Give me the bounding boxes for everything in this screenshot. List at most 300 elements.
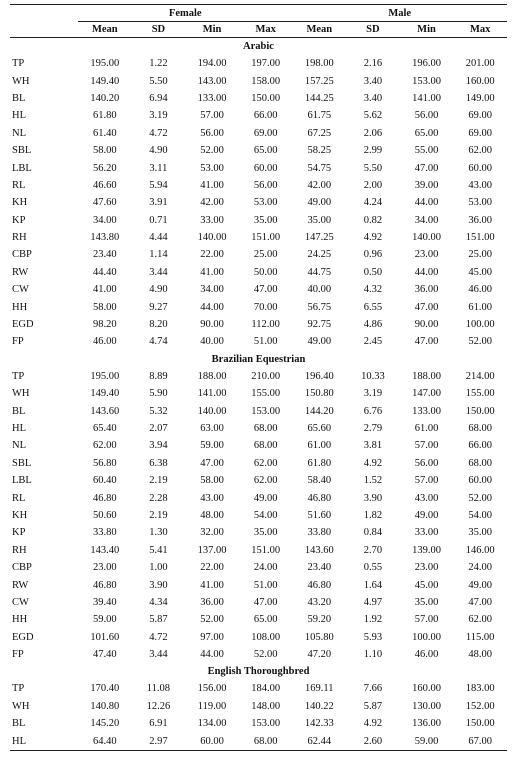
table-cell: 3.44 [149,266,168,278]
table-cell: 46.80 [93,579,117,591]
table-cell: 68.00 [253,440,278,452]
table-cell: 143.40 [90,544,120,556]
table-cell: 60.00 [468,162,492,174]
table-cell: 62.44 [307,735,332,747]
row-label: WH [12,388,30,400]
row-label: BL [12,92,26,104]
table-row [10,455,507,472]
table-row [10,298,507,315]
header-blank [10,5,78,22]
row-label: KP [12,214,26,226]
table-cell: 60.00 [468,475,492,487]
table-cell: 105.80 [304,631,334,643]
table-cell: 56.00 [200,127,224,139]
column-header-male-max: Max [469,24,491,35]
table-cell: 3.90 [363,492,383,504]
table-row [10,629,507,646]
table-cell: 59.20 [307,614,332,626]
table-cell: 67.00 [468,735,492,747]
table-cell: 101.60 [90,631,120,643]
table-cell: 52.00 [200,614,224,626]
table-cell: 33.00 [414,527,439,539]
table-cell: 108.00 [251,631,281,643]
table-cell: 43.00 [414,492,439,504]
table-cell: 55.00 [414,145,439,157]
table-cell: 150.00 [251,92,281,104]
table-row [10,142,507,159]
table-cell: 33.00 [200,214,224,226]
table-cell: 1.82 [363,509,383,521]
table-cell: 5.50 [363,162,383,174]
table-cell: 2.60 [363,735,383,747]
table-cell: 65.60 [307,423,332,434]
table-row [10,316,507,333]
table-cell: 59.00 [200,440,224,452]
table-cell: 50.60 [93,509,117,521]
table-cell: 3.11 [149,162,168,174]
table-cell: 42.00 [200,197,224,209]
table-cell: 153.00 [412,75,441,87]
row-label: NL [12,127,26,139]
table-cell: 160.00 [412,683,441,695]
table-cell: 196.40 [304,370,334,382]
section-title: Arabic [243,41,274,52]
table-cell: 57.00 [414,440,439,452]
table-cell: 0.82 [363,214,383,226]
table-cell: 54.75 [307,162,332,174]
row-label: KP [12,527,26,539]
table-cell: 53.00 [253,197,278,209]
table-cell: 4.97 [363,596,383,608]
table-cell: 0.50 [363,266,383,278]
table-cell: 6.76 [363,405,383,417]
row-label: CW [12,596,29,608]
table-cell: 1.22 [149,58,168,70]
table-body [10,38,507,751]
table-cell: 4.44 [149,232,168,244]
row-label: FP [12,649,24,661]
row-label: HL [12,735,26,747]
table-cell: 41.00 [93,284,117,296]
table-cell: 8.20 [149,319,168,331]
table-cell: 44.40 [93,266,117,278]
table-cell: 5.32 [149,405,168,417]
table-cell: 43.20 [307,596,332,608]
table-cell: 54.00 [468,509,492,521]
table-cell: 24.00 [468,562,492,574]
table-cell: 2.79 [363,423,383,434]
table-cell: 51.00 [253,579,278,591]
table-cell: 5.41 [149,544,168,556]
table-cell: 47.00 [253,284,278,296]
table-cell: 23.40 [93,249,117,261]
table-cell: 66.00 [253,110,278,122]
row-label: EGD [12,319,34,331]
table-cell: 53.00 [200,162,224,174]
table-cell: 145.20 [90,718,120,730]
table-cell: 139.00 [412,544,441,556]
table-cell: 119.00 [197,700,227,712]
row-label: WH [12,700,30,712]
table-cell: 24.00 [253,562,278,574]
table-cell: 157.25 [304,75,334,87]
table-cell: 137.00 [197,544,227,556]
table-cell: 61.00 [414,423,439,434]
table-cell: 47.00 [468,596,492,608]
table-cell: 2.19 [149,475,168,487]
table-cell: 35.00 [253,214,278,226]
table-cell: 60.40 [93,475,117,487]
table-cell: 184.00 [251,683,281,695]
row-label: TP [12,58,25,70]
table-cell: 61.40 [93,127,117,139]
table-header [10,5,507,38]
table-cell: 4.32 [363,284,383,296]
table-cell: 195.00 [90,58,120,70]
table-cell: 23.00 [414,562,439,574]
table-row [10,264,507,281]
table-cell: 52.00 [468,336,492,348]
table-cell: 196.00 [412,58,441,70]
table-cell: 56.00 [253,179,278,191]
row-label: TP [12,683,25,695]
table-cell: 143.00 [197,75,227,87]
table-cell: 68.00 [468,423,492,434]
table-cell: 46.60 [93,179,117,191]
table-cell: 47.00 [414,301,439,313]
table-cell: 2.28 [149,492,168,504]
table-cell: 49.00 [253,492,278,504]
table-cell: 51.60 [307,509,332,521]
row-label: RL [12,179,26,191]
table-cell: 69.00 [468,110,492,122]
table-cell: 12.26 [146,700,171,712]
column-header-male-min: Min [417,24,436,35]
table-cell: 65.00 [253,145,278,157]
table-cell: 35.00 [253,527,278,539]
table-cell: 43.00 [200,492,224,504]
table-cell: 58.00 [93,301,117,313]
group-header-female: Female [78,5,292,22]
table-cell: 188.00 [412,370,441,382]
row-label: CBP [12,249,32,261]
table-cell: 25.00 [253,249,278,261]
row-label: BL [12,405,26,417]
table-cell: 59.00 [414,735,439,747]
table-row [10,524,507,541]
table-cell: 33.80 [307,527,332,539]
table-row [10,177,507,194]
table-cell: 51.00 [253,336,278,348]
row-label: CW [12,284,29,296]
table-cell: 188.00 [197,370,227,382]
table-row [10,90,507,107]
row-label: BL [12,718,26,730]
column-header-female-sd: SD [151,24,166,35]
row-label: KH [12,197,28,209]
table-cell: 97.00 [200,631,224,643]
table-cell: 63.00 [200,423,224,434]
row-label: RW [12,266,29,278]
table-cell: 68.00 [253,735,278,747]
table-cell: 23.40 [307,562,332,574]
table-cell: 52.00 [253,649,278,661]
row-label: NL [12,440,26,452]
table-cell: 1.64 [363,579,383,591]
table-row [10,576,507,593]
table-cell: 33.80 [93,527,117,539]
table-cell: 150.00 [465,718,495,730]
table-row [10,194,507,211]
table-cell: 6.38 [149,457,168,469]
table-cell: 151.00 [251,544,281,556]
table-cell: 1.00 [149,562,168,574]
table-cell: 54.00 [253,509,278,521]
table-row [10,368,507,385]
table-cell: 147.25 [304,232,334,244]
table-cell: 22.00 [200,562,224,574]
table-cell: 151.00 [465,232,495,244]
table-cell: 60.00 [200,735,224,747]
row-label: KH [12,509,28,521]
table-row [10,55,507,72]
table-row [10,72,507,89]
table-cell: 68.00 [468,457,492,469]
table-cell: 210.00 [251,370,281,382]
table-cell: 134.00 [197,718,227,730]
table-cell: 4.92 [363,718,383,730]
table-cell: 143.80 [90,232,120,244]
table-cell: 57.00 [414,614,439,626]
table-cell: 144.20 [304,405,334,417]
table-cell: 49.00 [307,336,332,348]
column-header-blank [10,22,78,38]
table-cell: 4.92 [363,232,383,244]
table-row [10,489,507,506]
table-row [10,680,507,697]
table-cell: 152.00 [465,700,495,712]
table-cell: 58.00 [200,475,224,487]
table-row [10,559,507,576]
table-row [10,698,507,715]
table-cell: 45.00 [468,266,492,278]
table-cell: 150.80 [304,388,334,400]
table-cell: 62.00 [468,145,492,157]
table-cell: 141.00 [197,388,227,400]
table-cell: 47.00 [414,162,439,174]
table-cell: 46.80 [93,492,117,504]
table-cell: 100.00 [465,319,495,331]
table-cell: 44.00 [200,301,224,313]
table-cell: 140.00 [412,232,441,244]
column-header-female-max: Max [255,24,276,35]
table-row [10,542,507,559]
row-label: SBL [12,145,32,157]
measurements-table-container [10,4,507,751]
column-header-male-sd: SD [366,24,380,35]
table-cell: 68.00 [253,423,278,434]
table-cell: 170.40 [90,683,120,695]
table-cell: 3.94 [149,440,168,452]
table-cell: 44.00 [414,266,439,278]
table-cell: 197.00 [251,58,281,70]
table-cell: 49.00 [468,579,492,591]
section-header-row [10,351,507,368]
table-cell: 148.00 [251,700,281,712]
row-label: TP [12,370,25,382]
table-cell: 155.00 [465,388,495,400]
table-cell: 112.00 [251,319,280,331]
table-cell: 195.00 [90,370,120,382]
table-cell: 143.60 [90,405,120,417]
table-cell: 44.75 [307,266,332,278]
table-cell: 5.90 [149,388,168,400]
table-cell: 46.00 [468,284,492,296]
table-row [10,125,507,142]
table-cell: 133.00 [412,405,441,417]
table-cell: 1.14 [149,249,168,261]
table-cell: 47.00 [253,596,278,608]
table-cell: 48.00 [468,649,492,661]
table-cell: 56.00 [414,457,439,469]
table-row [10,229,507,246]
table-cell: 155.00 [251,388,281,400]
table-cell: 46.80 [307,579,332,591]
table-cell: 66.00 [468,440,492,452]
table-cell: 58.00 [93,145,117,157]
table-row [10,715,507,732]
table-cell: 44.00 [200,649,224,661]
row-label: EGD [12,631,34,643]
row-label: HH [12,614,28,626]
table-row [10,646,507,663]
table-cell: 34.00 [200,284,224,296]
table-cell: 65.40 [93,423,117,434]
table-cell: 46.80 [307,492,332,504]
table-cell: 3.19 [149,110,168,122]
section-header-row [10,663,507,680]
table-cell: 61.80 [307,457,332,469]
table-cell: 151.00 [251,232,281,244]
table-cell: 61.00 [307,440,332,452]
table-cell: 47.40 [93,649,117,661]
table-cell: 1.30 [149,527,168,539]
table-cell: 0.96 [363,249,383,261]
table-row [10,212,507,229]
table-cell: 61.00 [468,301,492,313]
table-cell: 133.00 [197,92,227,104]
table-cell: 144.25 [304,92,334,104]
table-cell: 2.99 [363,145,383,157]
measurements-table [10,4,507,751]
table-cell: 70.00 [253,301,278,313]
table-cell: 24.25 [307,249,332,261]
table-cell: 156.00 [197,683,227,695]
table-cell: 140.00 [197,405,227,417]
table-cell: 8.89 [149,370,168,382]
table-cell: 58.25 [307,145,332,157]
table-cell: 4.86 [363,319,383,331]
table-row [10,159,507,176]
row-label: HH [12,301,28,313]
row-label: LBL [12,475,32,487]
table-cell: 194.00 [197,58,227,70]
table-cell: 2.45 [363,336,383,348]
table-cell: 183.00 [465,683,495,695]
table-cell: 57.00 [414,475,439,487]
table-cell: 62.00 [253,457,278,469]
table-cell: 3.40 [363,92,383,104]
row-label: CBP [12,562,32,574]
table-cell: 1.10 [363,649,383,661]
table-cell: 4.74 [149,336,168,348]
table-cell: 160.00 [465,75,495,87]
table-cell: 44.00 [414,197,439,209]
table-cell: 69.00 [468,127,492,139]
table-cell: 149.40 [90,75,120,87]
table-cell: 36.00 [468,214,492,226]
table-cell: 59.00 [93,614,117,626]
table-cell: 39.40 [93,596,117,608]
table-cell: 92.75 [307,319,332,331]
table-row [10,385,507,402]
row-label: RL [12,492,26,504]
table-cell: 52.00 [200,145,224,157]
table-cell: 140.80 [90,700,120,712]
table-row [10,732,507,750]
table-cell: 5.50 [149,75,168,87]
table-cell: 42.00 [307,179,332,191]
table-cell: 3.40 [363,75,383,87]
table-cell: 41.00 [200,266,224,278]
row-label: HL [12,423,26,434]
row-label: HL [12,110,26,122]
table-cell: 149.00 [465,92,495,104]
table-cell: 5.93 [363,631,383,643]
table-cell: 149.40 [90,388,120,400]
table-cell: 140.22 [304,700,334,712]
table-cell: 45.00 [414,579,439,591]
table-cell: 47.60 [93,197,117,209]
table-cell: 6.91 [149,718,168,730]
table-cell: 35.00 [414,596,439,608]
table-cell: 47.20 [307,649,332,661]
table-cell: 39.00 [414,179,439,191]
table-cell: 153.00 [251,718,281,730]
table-cell: 64.40 [93,735,117,747]
table-row [10,437,507,454]
table-cell: 47.00 [414,336,439,348]
table-cell: 136.00 [412,718,441,730]
table-cell: 98.20 [93,319,117,331]
section-title: Brazilian Equestrian [211,353,306,365]
column-header-female-min: Min [202,24,222,35]
table-cell: 0.71 [149,214,168,226]
table-cell: 35.00 [307,214,332,226]
table-cell: 43.00 [468,179,492,191]
table-row [10,611,507,628]
table-cell: 2.00 [363,179,383,191]
table-cell: 41.00 [200,579,224,591]
table-cell: 32.00 [200,527,224,539]
table-cell: 53.00 [468,197,492,209]
table-cell: 6.94 [149,92,168,104]
table-row [10,507,507,524]
table-cell: 3.81 [363,440,383,452]
table-cell: 11.08 [146,683,171,695]
table-cell: 52.00 [468,492,492,504]
table-cell: 141.00 [412,92,441,104]
